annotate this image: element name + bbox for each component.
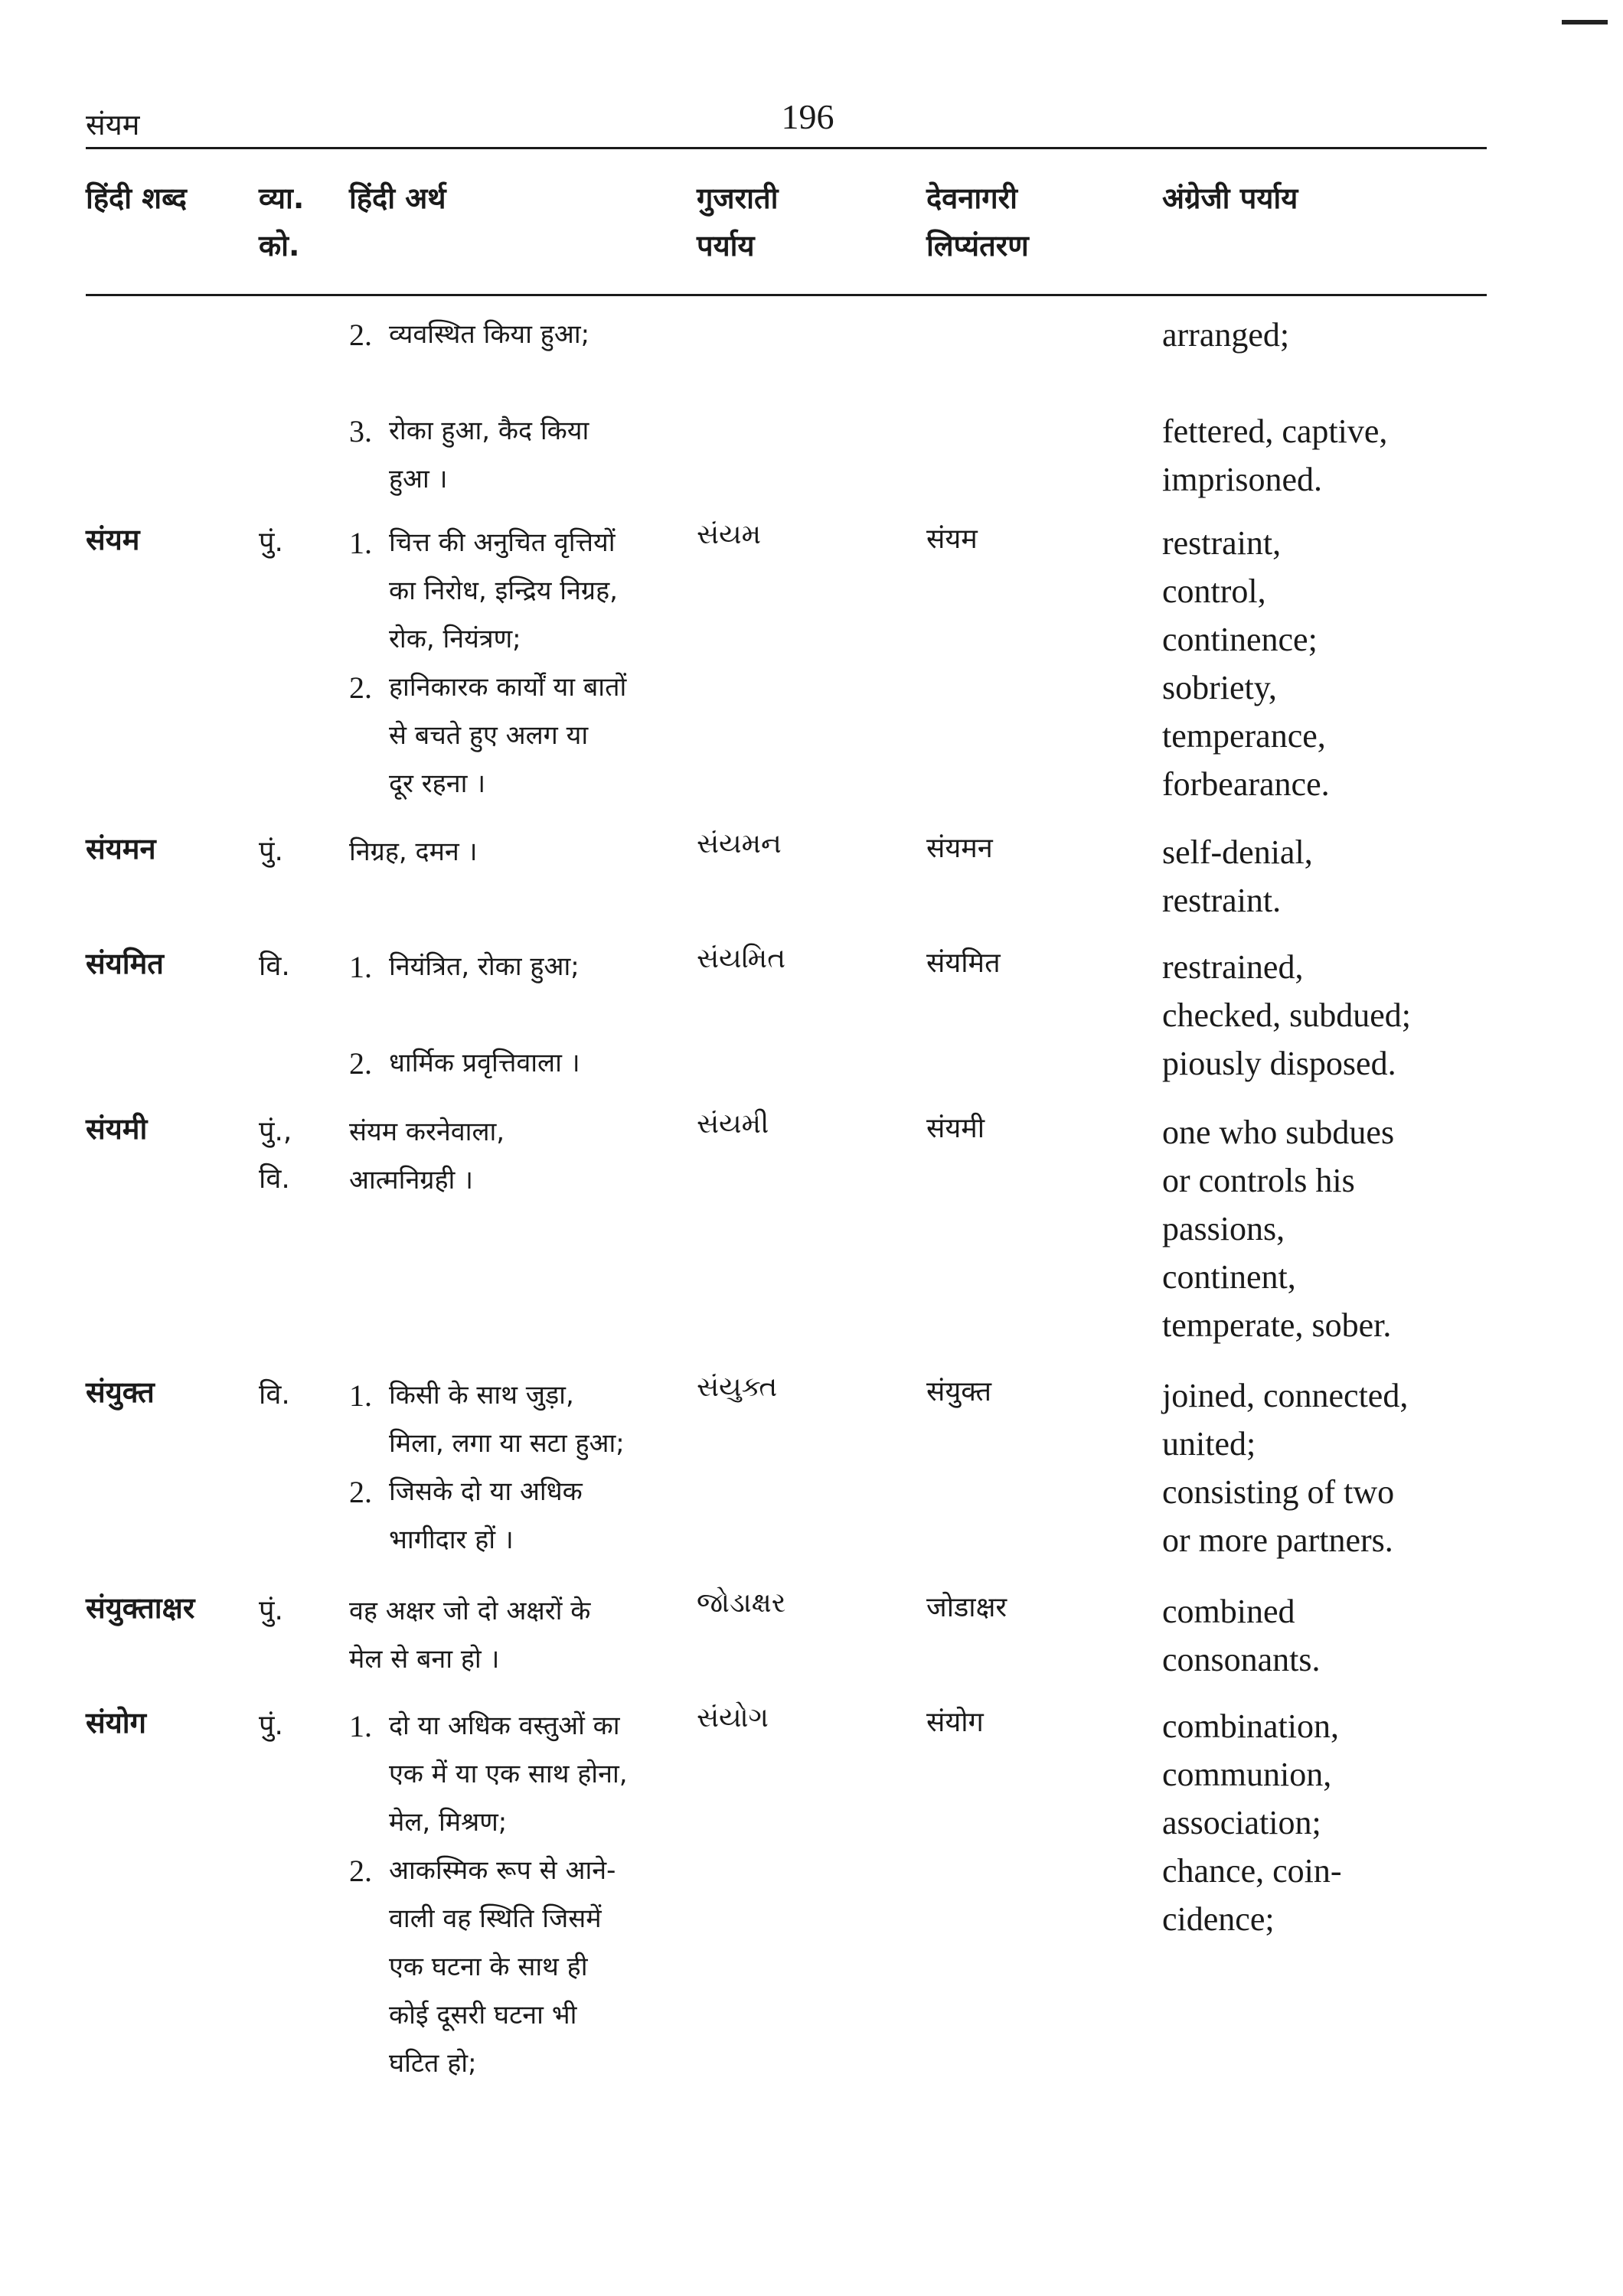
grammar-tag: वि. [259, 1379, 290, 1411]
column-header-english: अंग्रेजी पर्याय [1162, 181, 1298, 215]
sense: 1. किसी के साथ जुड़ा, मिला, लगा या सटा हुआ; [349, 1378, 625, 1459]
sense: 2. व्यवस्थित किया हुआ; [349, 318, 590, 352]
gujarati-equivalent: સંયમિત [697, 943, 786, 974]
sense: 3. रोका हुआ, कैद किया हुआ । [349, 414, 589, 494]
headword: संयम [86, 523, 140, 556]
grammar-tag: पुं. [259, 1595, 283, 1626]
gujarati-equivalent: જોડાક્ષર [697, 1587, 786, 1619]
headword: संयमी [86, 1112, 148, 1146]
column-header-transliteration: देवनागरी लिप्यंतरण [926, 181, 1029, 263]
column-header-gujarati: गुजराती पर्याय [697, 181, 779, 263]
gujarati-equivalent: સંયમ [697, 519, 762, 550]
devanagari-transliteration: संयमित [926, 947, 1001, 979]
column-header-rule [86, 294, 1487, 296]
hindi-meaning [349, 943, 678, 1088]
headword: संयुक्त [86, 1375, 155, 1409]
grammar-tag: पुं. [259, 836, 283, 867]
sense: 1. नियंत्रित, रोका हुआ; [349, 950, 580, 984]
hindi-meaning [349, 311, 678, 504]
sense: 2. जिसके दो या अधिक भागीदार हों । [349, 1475, 583, 1555]
page-number: 196 [781, 97, 834, 136]
gujarati-equivalent: સંયમી [697, 1108, 769, 1140]
headword: संयमित [86, 947, 164, 980]
hindi-meaning [349, 1702, 678, 2088]
grammar-tag: पुं. [259, 1710, 283, 1741]
sense: 2. धार्मिक प्रवृत्तिवाला । [349, 1046, 580, 1081]
english-equivalent: combined consonants. [1162, 1593, 1321, 1678]
english-equivalent: combination, communion, association; chance, coin- cidence; [1162, 1707, 1342, 1938]
english-equivalent: restraint, control, continence; sobriety, temperance, forbearance. [1162, 524, 1330, 803]
gujarati-equivalent: સંયમન [697, 828, 782, 859]
sense: 2. आकस्मिक रूप से आने- वाली वह स्थिति जिसमें एक घटना के साथ ही कोई दूसरी घटना भी घटित हो; [349, 1854, 616, 2079]
english-equivalent: arranged; fettered, captive, imprisoned. [1162, 316, 1388, 498]
grammar-tag: पुं., वि. [259, 1116, 292, 1195]
devanagari-transliteration: संयमी [926, 1113, 985, 1144]
devanagari-transliteration: संयम [926, 523, 978, 555]
english-equivalent: joined, connected, united; consisting of two or more partners. [1162, 1377, 1409, 1559]
english-equivalent: restrained, checked, subdued; piously disposed. [1162, 948, 1411, 1082]
devanagari-transliteration: जोडाक्षर [926, 1592, 1007, 1623]
gujarati-equivalent: સંયુક્ત [697, 1371, 778, 1403]
column-header-hindi-word: हिंदी शब्द [86, 181, 187, 215]
headword: संयमन [86, 832, 156, 866]
column-header-grammar: व्या. को. [259, 181, 305, 263]
devanagari-transliteration: संयमन [926, 833, 993, 864]
column-header-hindi-meaning: हिंदी अर्थ [349, 181, 446, 215]
guide-word: संयम [86, 108, 140, 142]
grammar-tag: पुं. [259, 527, 283, 558]
hindi-meaning [349, 519, 678, 808]
sense: 1. चित्त की अनुचित वृत्तियों का निरोध, इन्द्रिय निग्रह, रोक, नियंत्रण; [349, 526, 618, 654]
hindi-meaning: निग्रह, दमन । [349, 837, 478, 867]
headword: संयुक्ताक्षर [86, 1591, 195, 1625]
hindi-meaning: संयम करनेवाला, आत्मनिग्रही । [349, 1117, 505, 1195]
headword: संयोग [86, 1706, 146, 1740]
hindi-meaning: वह अक्षर जो दो अक्षरों के मेल से बना हो । [349, 1596, 591, 1675]
margin-mark [1562, 20, 1608, 24]
grammar-tag: वि. [259, 951, 290, 982]
sense: 1. दो या अधिक वस्तुओं का एक में या एक साथ होना, मेल, मिश्रण; [349, 1709, 628, 1838]
english-equivalent: one who subdues or controls his passions, continent, temperate, sober. [1162, 1114, 1395, 1344]
header-rule [86, 147, 1487, 149]
sense: 2. हानिकारक कार्यों या बातों से बचते हुए अलग या दूर रहना । [349, 670, 627, 799]
devanagari-transliteration: संयुक्त [926, 1376, 992, 1407]
hindi-meaning [349, 1371, 678, 1564]
english-equivalent: self-denial, restraint. [1162, 833, 1313, 919]
gujarati-equivalent: સંયોગ [697, 1702, 769, 1733]
devanagari-transliteration: संयोग [926, 1707, 984, 1738]
